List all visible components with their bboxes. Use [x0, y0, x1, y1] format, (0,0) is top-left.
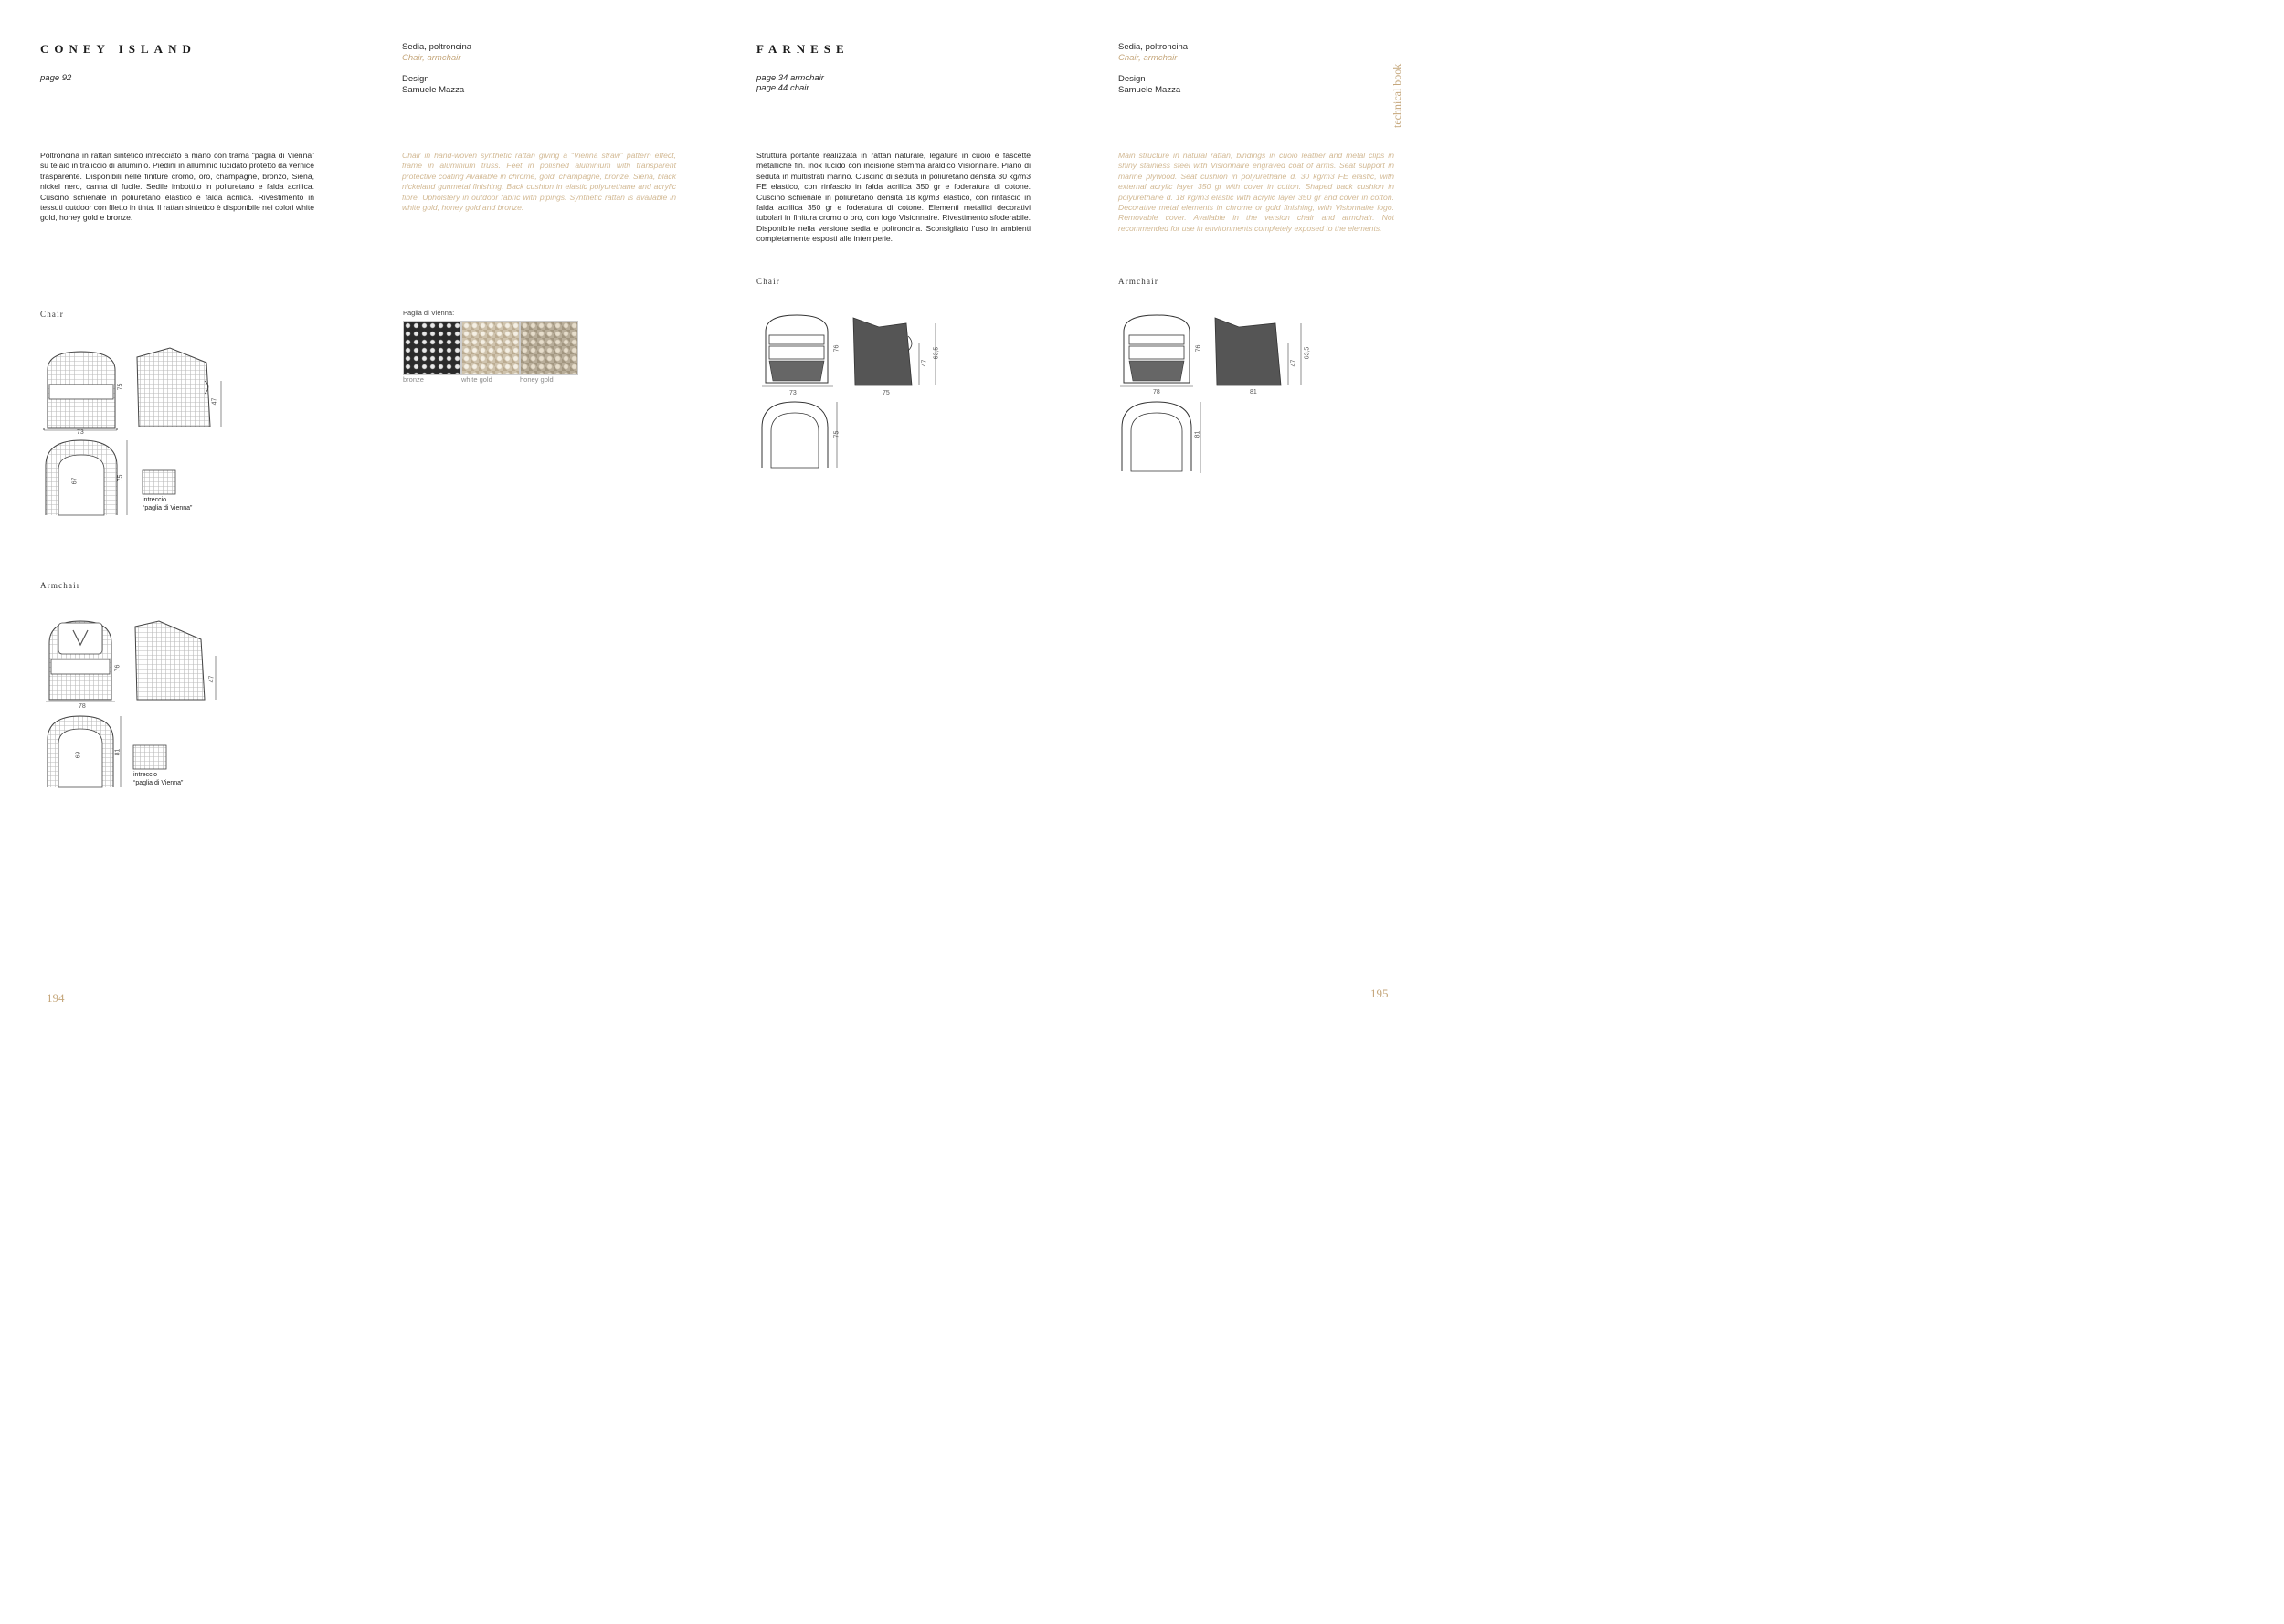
- farnese-chair-front-drawing: [760, 315, 837, 388]
- side-tab-technical-book: technical book: [1390, 63, 1403, 128]
- dim-farnese-chair-seat: 47: [921, 359, 928, 367]
- page-reference-armchair: page 34 armchair: [756, 73, 824, 83]
- description-italian: Poltroncina in rattan sintetico intrecciato a mano con trama “paglia di Vienna” su telaio in traliccio di alluminio. Piedini in alluminio lucidato protetto da vernice trasparente. Disponibili nelle finiture cromo, oro, champagne, bronzo, Siena, nickel nero, canna di fucile. Sedile imbottito in poliuretano e falda acrilica. Cuscino schienale in poliuretano elastico e falda acrilica. Rivestimento in tessuti outdoor con filetto in tinta. Il rattan sintetico è disponibile nei colori white gold, honey gold e bronze.: [40, 151, 314, 223]
- farnese-chair-top-drawing: [758, 400, 841, 475]
- dim-farnese-armchair-depth: 81: [1250, 389, 1257, 395]
- section-label-chair-farnese: Chair: [756, 277, 780, 286]
- swatch-honey-gold: [520, 321, 578, 375]
- dim-farnese-chair-depth: 75: [883, 390, 890, 396]
- farnese-armchair-front-drawing: [1120, 315, 1197, 388]
- description-english-farnese: Main structure in natural rattan, bindings in cuoio leather and metal clips in shiny stainless steel with Visionnaire engraved coat of arms. Seat support in marine plywood. Seat cushion in polyurethane d. 30 kg/m3 FE elastic, with external acrylic layer 350 gr with cover in cotton. Shaped back cushion in polyurethane d. 18 kg/m3 elastic with acrylic layer 350 gr and cover in cotton. Decorative metal elements in chrome or gold finishing, with Visionnaire logo. Removable cover. Available in the version chair and armchair. Not recommended for use in environments completely exposed to the elements.: [1118, 151, 1394, 233]
- page-reference-chair: page 44 chair: [756, 83, 809, 93]
- swatch-label-honey-gold: honey gold: [520, 375, 554, 384]
- swatch-label-white-gold: white gold: [461, 375, 492, 384]
- dim-farnese-armchair-top-height: 81: [1194, 430, 1201, 438]
- section-label-armchair: Armchair: [40, 581, 81, 590]
- dim-armchair-width: 78: [79, 703, 86, 710]
- product-type-en-farnese: Chair, armchair: [1118, 53, 1178, 63]
- product-type-it-farnese: Sedia, poltroncina: [1118, 42, 1189, 52]
- product-type-en: Chair, armchair: [402, 53, 461, 63]
- dim-farnese-chair-top-height: 75: [833, 430, 841, 438]
- dim-chair-depth: 67: [71, 477, 79, 485]
- weave-label-2: intreccio: [133, 772, 158, 778]
- coney-chair-side-drawing: [133, 350, 225, 432]
- section-label-armchair-farnese: Armchair: [1118, 277, 1159, 286]
- dim-farnese-chair-width: 73: [789, 390, 797, 396]
- coney-armchair-side-drawing: [132, 621, 223, 703]
- weave-detail-icon-2: [133, 745, 166, 769]
- page-number-right: 195: [1370, 986, 1389, 1000]
- swatch-label-bronze: bronze: [403, 375, 424, 384]
- dim-armchair-depth-height: 81: [114, 748, 122, 756]
- product-type-it: Sedia, poltroncina: [402, 42, 472, 52]
- farnese-chair-side-drawing: [851, 316, 943, 389]
- swatch-white-gold: [461, 321, 520, 375]
- swatch-bronze: [403, 321, 461, 375]
- designer-name-farnese: Samuele Mazza: [1118, 85, 1181, 95]
- dim-armchair-seat: 47: [208, 675, 216, 683]
- dim-farnese-armchair-arm: 63,5: [1304, 346, 1311, 360]
- weave-label: intreccio: [143, 497, 167, 503]
- product-title-coney-island: CONEY ISLAND: [40, 42, 196, 56]
- dim-farnese-armchair-width: 78: [1153, 389, 1160, 395]
- design-label: Design: [402, 74, 429, 84]
- product-title-farnese: FARNESE: [756, 42, 850, 56]
- dim-chair-width: 73: [77, 429, 84, 436]
- weave-label-name: “paglia di Vienna”: [143, 505, 193, 511]
- coney-chair-front-drawing: [40, 350, 132, 441]
- dim-farnese-chair-arm: 63,5: [933, 346, 940, 360]
- description-english: Chair in hand-woven synthetic rattan giving a “Vienna straw” pattern effect, frame in aluminium truss. Feet in polished aluminium with transparent protective coating Available in chrome, gold, champagne, bronze, Siena, black nickeland gunmetal finishing. Back cushion in elastic polyurethane and acrylic fibre. Upholstery in outdoor fabric with pipings. Synthetic rattan is available in white gold, honey gold and bronze.: [402, 151, 676, 213]
- dim-armchair-depth: 69: [75, 751, 82, 759]
- description-italian-farnese: Struttura portante realizzata in rattan naturale, legature in cuoio e fascette metalliche fin. inox lucido con incisione stemma araldico Visionnaire. Piano di seduta in multistrati marino. Cuscino di seduta in poliuretano densità 30 kg/m3 FE elastico, con rinfascio in falda acrilica 350 gr e foderatura di cotone. Cuscino schienale in poliuretano densità 18 kg/m3 elastico, con rinfascio in falda acrilica 350 gr e foderatura di cotone. Elementi metallici decorativi tubolari in finitura cromo o oro, con logo Visionnaire. Rivestimento sfoderabile. Disponibile nella versione sedia e poltroncina. Sconsigliato l’uso in ambienti completamente esposti alle intemperie.: [756, 151, 1031, 244]
- farnese-armchair-side-drawing: [1213, 316, 1305, 389]
- page-reference: page 92: [40, 73, 72, 83]
- dim-chair-depth-height: 75: [117, 474, 124, 482]
- coney-armchair-front-drawing: [46, 619, 128, 703]
- design-label-farnese: Design: [1118, 74, 1146, 84]
- designer-name: Samuele Mazza: [402, 85, 465, 95]
- dim-farnese-armchair-height: 76: [1195, 344, 1202, 353]
- weave-label-name-2: “paglia di Vienna”: [133, 780, 184, 786]
- farnese-armchair-top-drawing: [1118, 400, 1206, 479]
- dim-armchair-height: 76: [114, 664, 122, 672]
- dim-chair-seat: 47: [211, 397, 218, 406]
- page-number-left: 194: [47, 991, 65, 1005]
- weave-detail-icon: [143, 470, 175, 494]
- dim-farnese-armchair-seat: 47: [1290, 359, 1297, 367]
- swatch-title: Paglia di Vienna:: [403, 309, 455, 317]
- dim-farnese-chair-height: 76: [833, 344, 841, 353]
- section-label-chair: Chair: [40, 310, 64, 319]
- dim-chair-height: 75: [117, 383, 124, 391]
